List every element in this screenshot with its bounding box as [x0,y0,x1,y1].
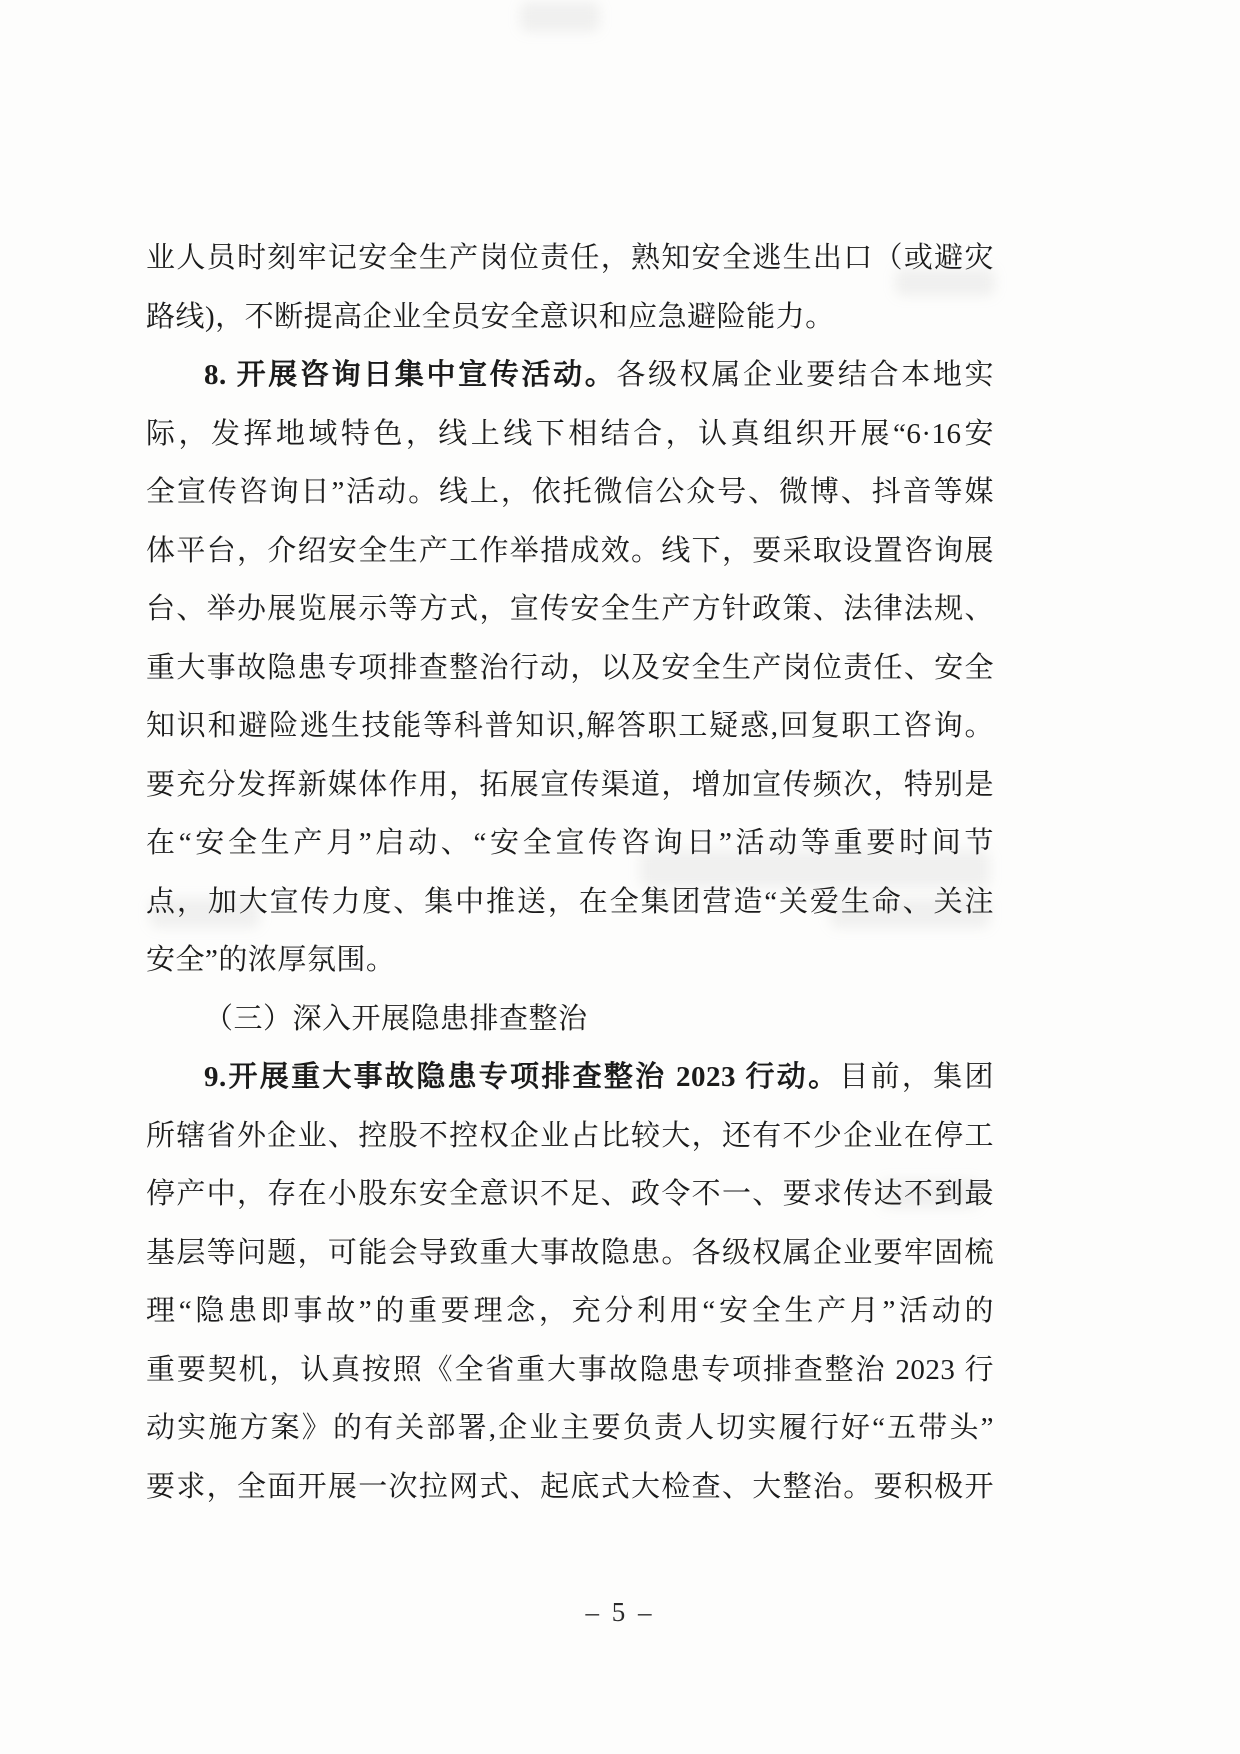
text-line: 动实施方案》的有关部署,企业主要负责人切实履行好“五带头” [146,1412,994,1444]
paragraph-8-text: 各级权属企业要结合本地实 [616,359,994,391]
text-line: 台、举办展览展示等方式，宣传安全生产方针政策、法律法规、 [146,593,994,625]
section-heading-line: （三）深入开展隐患排查整治 [204,1002,588,1035]
text-line: 在“安全生产月”启动、“安全宣传咨询日”活动等重要时间节 [146,827,994,859]
text-line: 业人员时刻牢记安全生产岗位责任，熟知安全逃生出口（或避灾 [146,242,994,274]
document-body [146,229,994,1516]
text-line: 所辖省外企业、控股不控权企业占比较大，还有不少企业在停工 [146,1119,994,1152]
paragraph-9-first-line [146,1048,994,1107]
paragraph-9-heading: 9.开展重大事故隐患专项排查整治 2023 行动。 [204,1061,840,1093]
paragraph-8-heading: 8. 开展咨询日集中宣传活动。 [204,359,617,391]
text-line: 要充分发挥新媒体作用，拓展宣传渠道，增加宣传频次，特别是 [146,768,994,801]
text-line: 知识和避险逃生技能等科普知识,解答职工疑惑,回复职工咨询。 [146,710,994,742]
text-line: 基层等问题，可能会导致重大事故隐患。各级权属企业要牢固梳 [146,1236,994,1269]
text-line: 点，加大宣传力度、集中推送，在全集团营造“关爱生命、关注 [146,885,994,918]
scan-smudge [520,2,600,32]
text-line: 路线)，不断提高企业全员安全意识和应急避险能力。 [146,300,835,333]
text-line: 重要契机，认真按照《全省重大事故隐患专项排查整治 2023 行 [146,1353,994,1386]
paragraph-9-text: 目前，集团 [839,1061,994,1093]
text-line: 全宣传咨询日”活动。线上，依托微信公众号、微博、抖音等媒 [146,476,994,508]
text-line: 重大事故隐患专项排查整治行动，以及安全生产岗位责任、安全 [146,651,994,684]
paragraph-8-first-line [146,346,994,405]
text-line: 停产中，存在小股东安全意识不足、政令不一、要求传达不到最 [146,1178,994,1210]
text-line: 要求，全面开展一次拉网式、起底式大检查、大整治。要积极开 [146,1470,994,1503]
page-number: – 5 – [585,1597,655,1627]
text-line: 际，发挥地域特色，线上线下相结合，认真组织开展“6·16安 [146,417,994,450]
text-line: 安全”的浓厚氛围。 [146,944,396,976]
text-line: 体平台，介绍安全生产工作举措成效。线下，要采取设置咨询展 [146,534,994,567]
text-line: 理“隐患即事故”的重要理念，充分利用“安全生产月”活动的 [146,1295,994,1327]
